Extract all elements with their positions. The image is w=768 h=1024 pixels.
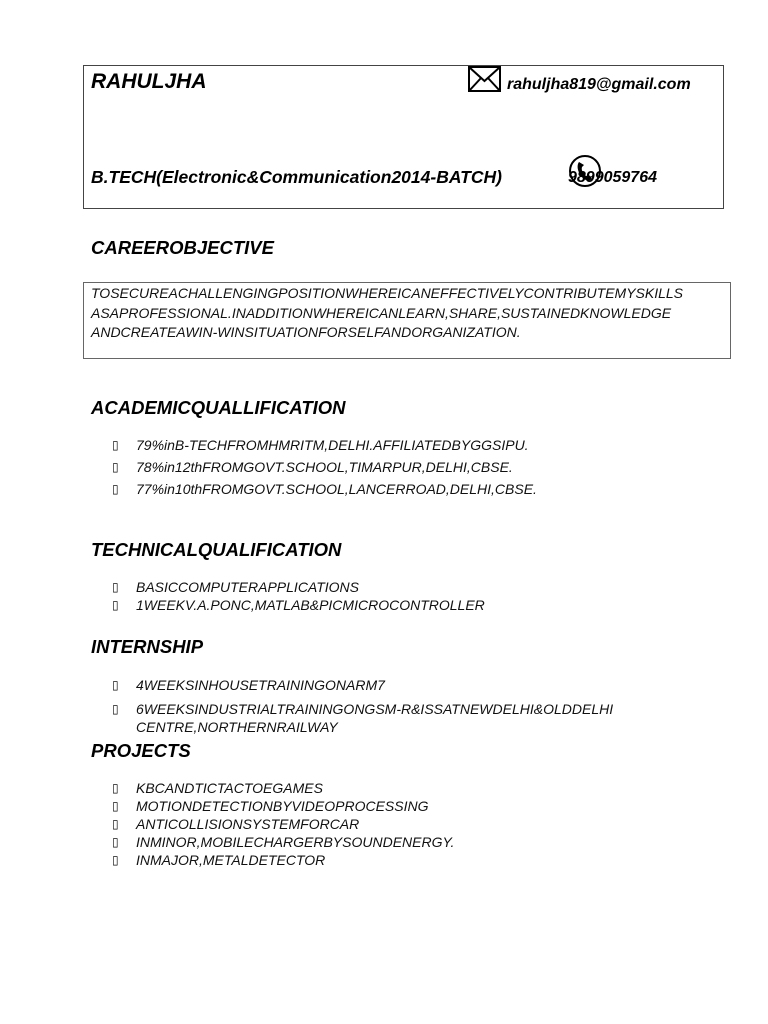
career-objective-line: ANDCREATEAWIN-WINSITUATIONFORSELFANDORGANIZATION. [91,324,521,340]
technical-heading: TECHNICALQUALIFICATION [91,539,342,560]
internship-heading: INTERNSHIP [91,636,204,657]
bullet-icon: ▯ [112,781,119,795]
bullet-icon: ▯ [112,799,119,813]
bullet-icon: ▯ [112,702,119,716]
bullet-icon: ▯ [112,580,119,594]
phone-number: 9899059764 [568,169,657,186]
projects-heading: PROJECTS [91,740,191,761]
bullet-icon: ▯ [112,460,119,474]
career-objective-line: ASAPROFESSIONAL.INADDITIONWHEREICANLEARN,SHARE,SUSTAINEDKNOWLEDGE [91,305,672,321]
degree-line: B.TECH(Electronic&Communication2014-BATCH) [91,167,502,187]
email-address: rahuljha819@gmail.com [507,76,691,93]
bullet-icon: ▯ [112,482,119,496]
mail-icon [468,66,501,92]
bullet-icon: ▯ [112,853,119,867]
bullet-icon: ▯ [112,598,119,612]
bullet-icon: ▯ [112,438,119,452]
career-objective-line: TOSECUREACHALLENGINGPOSITIONWHEREICANEFFECTIVELYCONTRIBUTEMYSKILLS [91,285,684,301]
candidate-name: RAHULJHA [91,70,207,93]
bullet-icon: ▯ [112,817,119,831]
career-objective-heading: CAREEROBJECTIVE [91,237,274,258]
academic-heading: ACADEMICQUALLIFICATION [91,397,346,418]
bullet-icon: ▯ [112,835,119,849]
bullet-icon: ▯ [112,678,119,692]
